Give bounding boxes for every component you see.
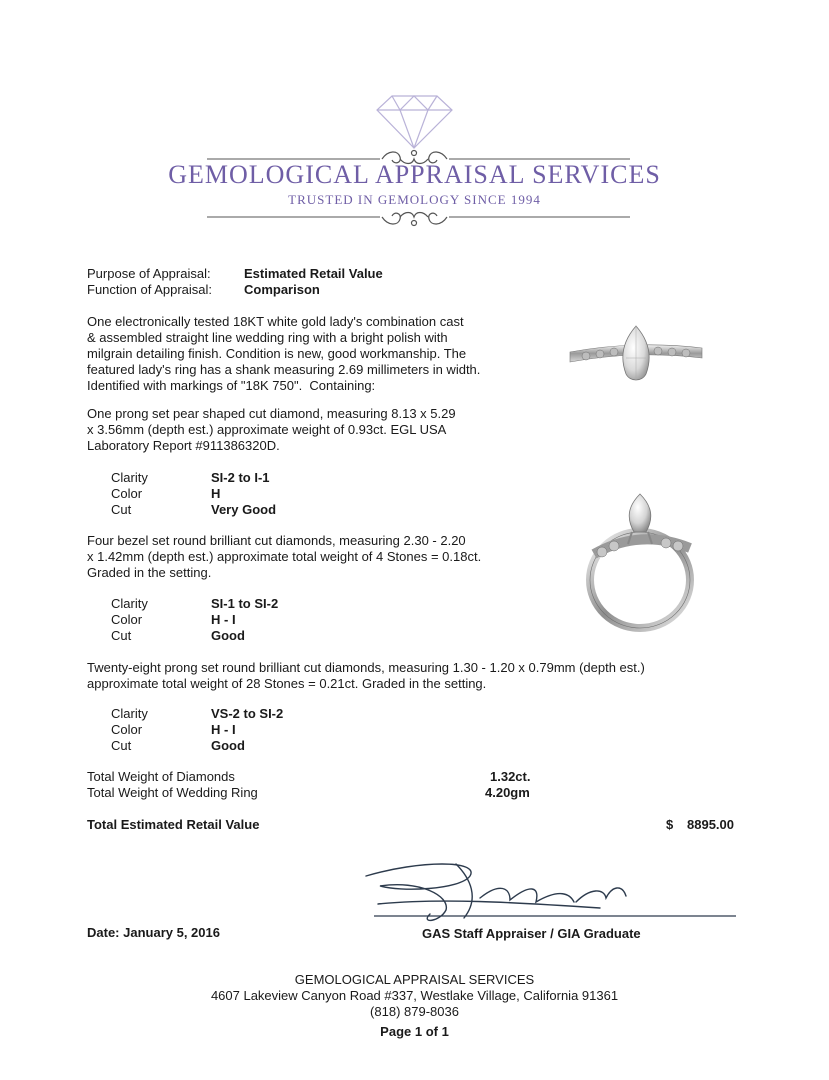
grade-row xyxy=(111,612,278,628)
currency-symbol: $ xyxy=(666,817,674,832)
grade-value: H - I xyxy=(211,722,236,737)
footer xyxy=(0,972,829,1040)
bottom-flourish xyxy=(0,204,829,230)
stone-line: Laboratory Report #911386320D. xyxy=(87,438,280,453)
ring-side-view-image xyxy=(580,488,705,636)
grade-label: Clarity xyxy=(111,706,148,721)
grade-value: VS-2 to SI-2 xyxy=(211,706,284,721)
grade-value: Good xyxy=(211,738,245,753)
description-line: featured lady's ring has a shank measuring 2.69 millimeters in width. xyxy=(87,362,481,377)
stone-line: Twenty-eight prong set round brilliant cut diamonds, measuring 1.30 - 1.20 x 0.79mm (depth est.) xyxy=(87,660,645,675)
grade-label: Cut xyxy=(111,738,132,753)
total-ring-label: Total Weight of Wedding Ring xyxy=(87,785,258,800)
grade-value: SI-1 to SI-2 xyxy=(211,596,279,611)
function-label: Function of Appraisal: xyxy=(87,282,213,297)
total-diamonds-value: 1.32ct. xyxy=(490,769,531,784)
function-value: Comparison xyxy=(244,282,320,297)
grade-row xyxy=(111,706,283,722)
footer-address: 4607 Lakeview Canyon Road #337, Westlake Village, California 91361 xyxy=(210,988,619,1003)
diamond-outline-icon xyxy=(0,90,829,150)
grade-value: SI-2 to I-1 xyxy=(211,470,270,485)
grade-label: Cut xyxy=(111,628,132,643)
stone-2-description xyxy=(87,533,481,581)
retail-value-label: Total Estimated Retail Value xyxy=(87,817,260,832)
stone-1-grades xyxy=(111,470,276,518)
grade-row xyxy=(111,628,278,644)
description-line: One electronically tested 18KT white gold lady's combination cast xyxy=(87,314,464,329)
stone-line: One prong set pear shaped cut diamond, measuring 8.13 x 5.29 xyxy=(87,406,456,421)
grade-label: Clarity xyxy=(111,470,148,485)
grade-label: Color xyxy=(111,612,143,627)
grade-label: Color xyxy=(111,486,143,501)
item-description xyxy=(87,314,480,394)
grade-row xyxy=(111,486,276,502)
appraiser-title: GAS Staff Appraiser / GIA Graduate xyxy=(422,926,641,941)
total-diamonds-label: Total Weight of Diamonds xyxy=(87,769,235,784)
footer-phone: (818) 879-8036 xyxy=(370,1004,459,1019)
purpose-value: Estimated Retail Value xyxy=(244,266,383,281)
ring-top-view-image xyxy=(566,318,706,398)
grade-label: Cut xyxy=(111,502,132,517)
description-line: milgrain detailing finish. Condition is new, good workmanship. The xyxy=(87,346,467,361)
appraisal-date: Date: January 5, 2016 xyxy=(87,925,220,940)
stone-3-grades xyxy=(111,706,283,754)
footer-company: GEMOLOGICAL APPRAISAL SERVICES xyxy=(294,972,535,987)
page-number: Page 1 of 1 xyxy=(380,1024,449,1039)
grade-row xyxy=(111,738,283,754)
grade-value: H - I xyxy=(211,612,236,627)
stone-line: approximate total weight of 28 Stones = 0.21ct. Graded in the setting. xyxy=(87,676,487,691)
grade-label: Color xyxy=(111,722,143,737)
company-name: GEMOLOGICAL APPRAISAL SERVICES xyxy=(168,160,661,189)
appraiser-signature xyxy=(360,858,740,930)
grade-row xyxy=(111,502,276,518)
grade-value: Very Good xyxy=(211,502,277,517)
stone-line: Four bezel set round brilliant cut diamonds, measuring 2.30 - 2.20 xyxy=(87,533,466,548)
description-line: & assembled straight line wedding ring with a bright polish with xyxy=(87,330,448,345)
purpose-label: Purpose of Appraisal: xyxy=(87,266,211,281)
stone-2-grades xyxy=(111,596,278,644)
grade-value: H xyxy=(211,486,221,501)
stone-line: x 1.42mm (depth est.) approximate total weight of 4 Stones = 0.18ct. xyxy=(87,549,482,564)
stone-line: Graded in the setting. xyxy=(87,565,212,580)
grade-row xyxy=(111,596,278,612)
total-ring-value: 4.20gm xyxy=(485,785,530,800)
stone-3-description xyxy=(87,660,645,692)
grade-value: Good xyxy=(211,628,245,643)
stone-1-description xyxy=(87,406,456,454)
description-line: Identified with markings of "18K 750". Containing: xyxy=(87,378,376,393)
grade-row xyxy=(111,722,283,738)
grade-label: Clarity xyxy=(111,596,148,611)
stone-line: x 3.56mm (depth est.) approximate weight of 0.93ct. EGL USA xyxy=(87,422,447,437)
grade-row xyxy=(111,470,276,486)
company-tagline: TRUSTED IN GEMOLOGY SINCE 1994 xyxy=(288,192,541,207)
retail-value-amount: 8895.00 xyxy=(687,817,734,832)
